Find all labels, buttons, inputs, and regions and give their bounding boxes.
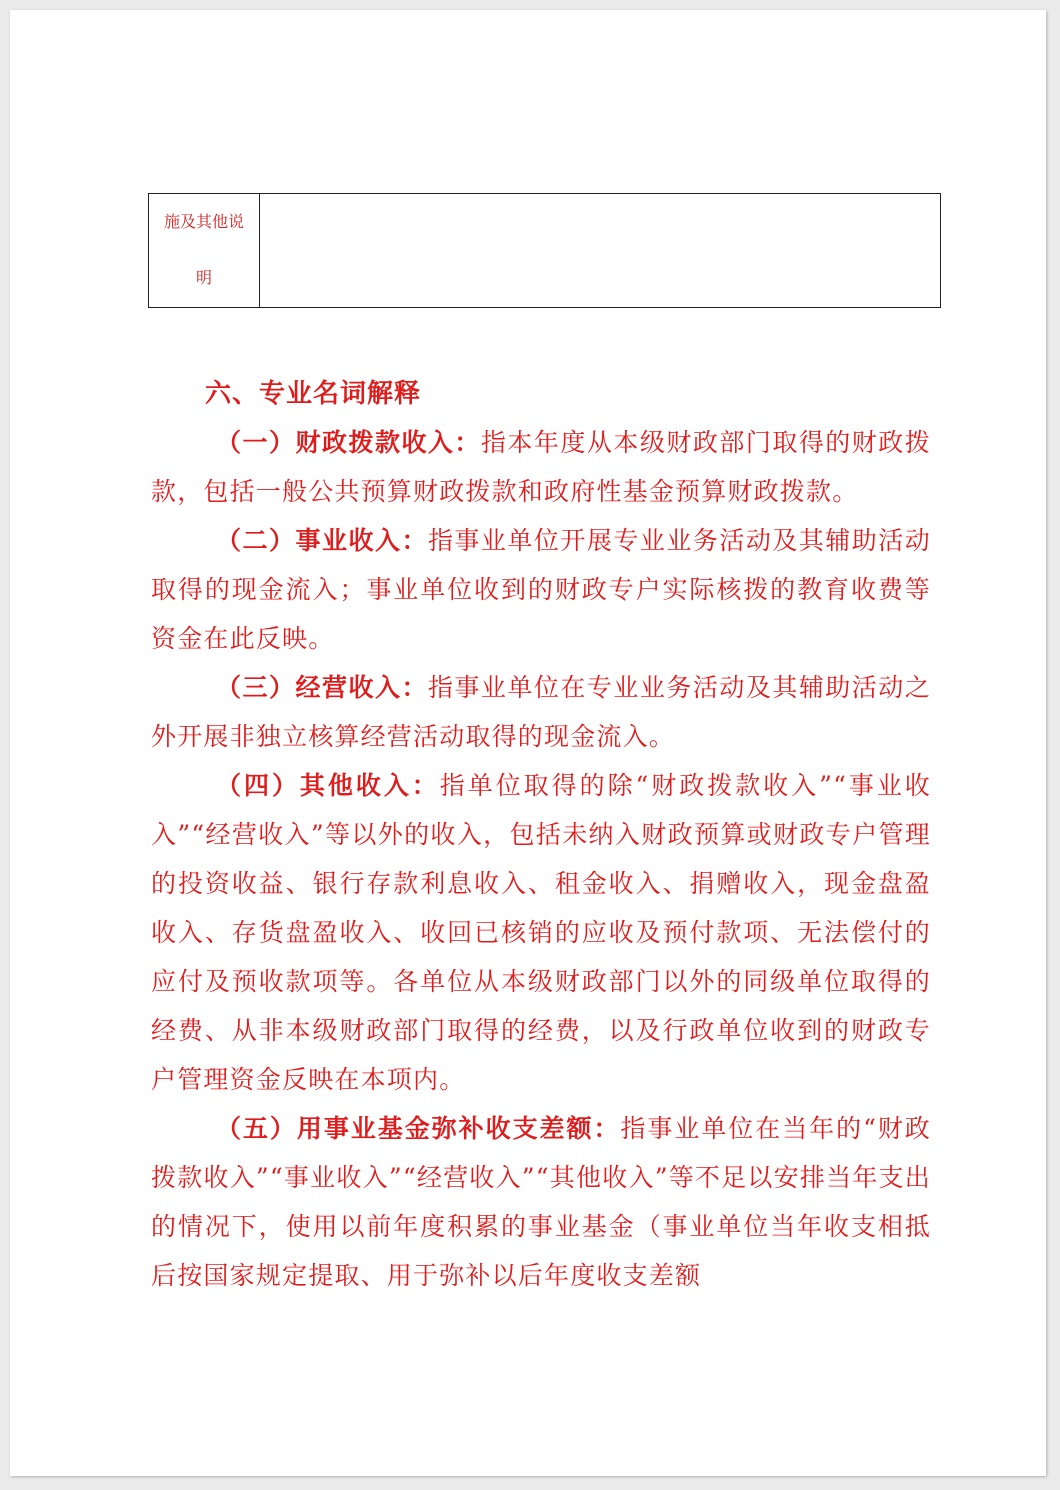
term-paragraph-2 — [151, 516, 931, 663]
term-title-5: （五）用事业基金弥补收支差额： — [216, 1114, 621, 1143]
remark-label-line1: 施及其他说 — [163, 212, 244, 231]
term-title-4: （四）其他收入： — [216, 771, 440, 800]
term-paragraph-1 — [151, 418, 931, 516]
term-title-1: （一）财政拨款收入： — [216, 428, 481, 457]
remark-table-row — [149, 194, 941, 308]
term-title-2: （二）事业收入： — [216, 526, 428, 555]
term-definition-3: 指事业单位在专业业务活动及其辅助活动之外开展非独立核算经营活动取得的现金流入。 — [151, 673, 931, 751]
remark-content-cell — [260, 194, 941, 308]
section-heading: 六、专业名词解释 — [205, 379, 422, 409]
term-definition-1: 指本年度从本级财政部门取得的财政拨款，包括一般公共预算财政拨款和政府性基金预算财政拨款。 — [151, 428, 931, 506]
term-paragraph-3 — [151, 663, 931, 761]
term-definition-5: 指事业单位在当年的“财政拨款收入”“事业收入”“经营收入”“其他收入”等不足以安排当年支出的情况下，使用以前年度积累的事业基金（事业单位当年收支相抵后按国家规定提取、用于弥补以后年度收支差额 — [151, 1114, 931, 1290]
term-paragraph-5 — [151, 1104, 931, 1300]
term-paragraph-4 — [151, 761, 931, 1104]
term-definition-2: 指事业单位开展专业业务活动及其辅助活动取得的现金流入；事业单位收到的财政专户实际核拨的教育收费等资金在此反映。 — [151, 526, 931, 653]
terms-list — [151, 418, 931, 1300]
remark-table — [148, 193, 941, 308]
document-page — [10, 10, 1046, 1476]
term-title-3: （三）经营收入： — [216, 673, 428, 702]
remark-label-cell — [149, 194, 260, 308]
term-definition-4: 指单位取得的除“财政拨款收入”“事业收入”“经营收入”等以外的收入，包括未纳入财政预算或财政专户管理的投资收益、银行存款利息收入、租金收入、捐赠收入，现金盘盈收入、存货盘盈收入、收回已核销的应收及预付款项、无法偿付的应付及预收款项等。各单位从本级财政部门以外的同级单位取得的经费、从非本级财政部门取得的经费，以及行政单位收到的财政专户管理资金反映在本项内。 — [151, 771, 931, 1094]
remark-label-line2: 明 — [195, 268, 212, 287]
